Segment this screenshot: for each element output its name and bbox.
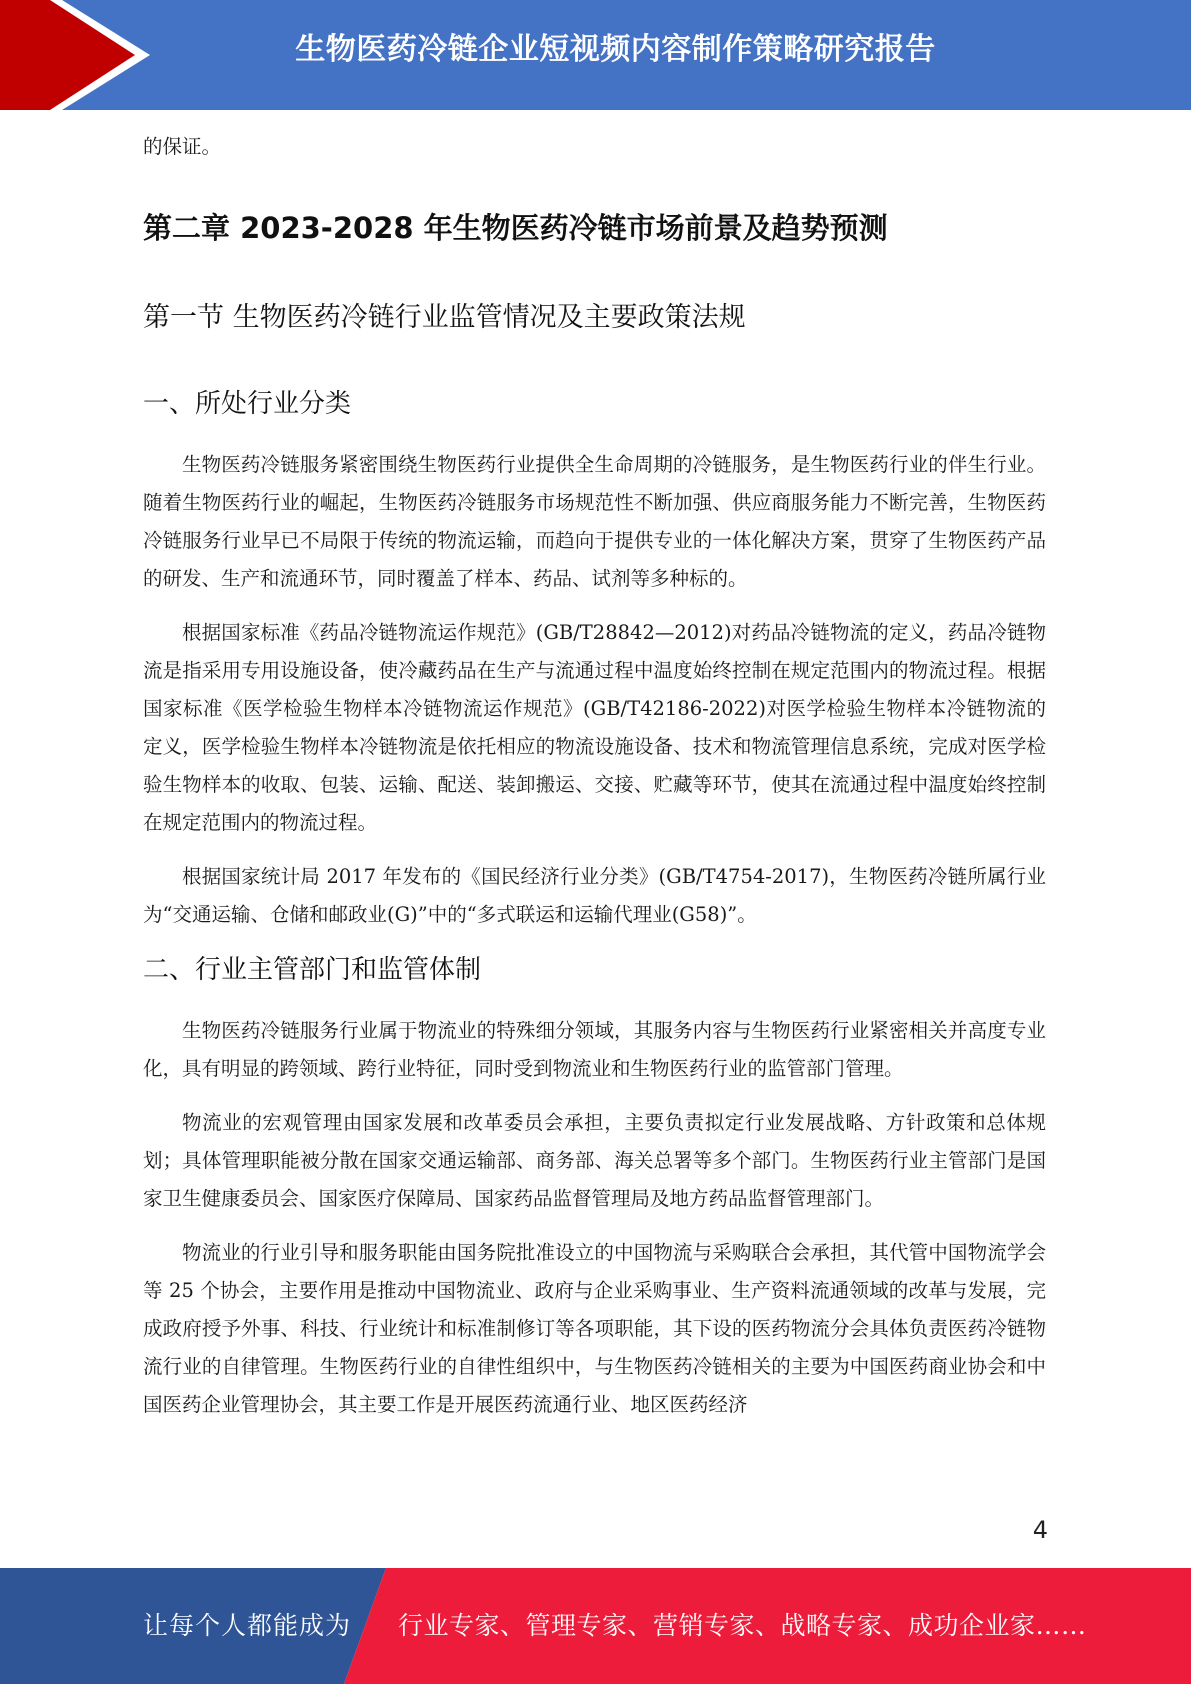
section-title: 第一节 生物医药冷链行业监管情况及主要政策法规 — [143, 302, 746, 333]
paragraph: 物流业的行业引导和服务职能由国务院批准设立的中国物流与采购联合会承担，其代管中国物流学会等 25 个协会，主要作用是推动中国物流业、政府与企业采购事业、生产资料流通领域的改革与发展，完成政府授予外事、科技、行业统计和标准制修订等各项职能，其下设的医药物流分会具体负责医药冷链物流行业的自律管理。生物医药行业的自律性组织中，与生物医药冷链相关的主要为中国医药商业协会和中国医药企业管理协会，其主要工作是开展医药流通行业、地区医药经济 — [143, 1241, 1046, 1416]
report-title: 生物医药冷链企业短视频内容制作策略研究报告 — [295, 32, 936, 67]
page-number: 4 — [1032, 1516, 1048, 1544]
chapter-title: 第二章 2023-2028 年生物医药冷链市场前景及趋势预测 — [143, 211, 888, 245]
subsection-title-1: 一、所处行业分类 — [143, 389, 352, 419]
subsection-title-2: 二、行业主管部门和监管体制 — [143, 955, 482, 985]
page-footer — [0, 1568, 1191, 1684]
paragraph: 根据国家统计局 2017 年发布的《国民经济行业分类》(GB/T4754-2017)，生物医药冷链所属行业为“交通运输、仓储和邮政业(G)”中的“多式联运和运输代理业(G58)”。 — [143, 865, 1046, 926]
paragraph: 根据国家标准《药品冷链物流运作规范》(GB/T28842—2012)对药品冷链物流的定义，药品冷链物流是指采用专用设施设备，使冷藏药品在生产与流通过程中温度始终控制在规定范围内的物流过程。根据国家标准《医学检验生物样本冷链物流运作规范》(GB/T42186-2022)对医学检验生物样本冷链物流的定义，医学检验生物样本冷链物流是依托相应的物流设施设备、技术和物流管理信息系统，完成对医学检验生物样本的收取、包装、运输、配送、装卸搬运、交接、贮藏等环节，使其在流通过程中温度始终控制在规定范围内的物流过程。 — [143, 621, 1046, 834]
footer-slogan-right: 行业专家、管理专家、营销专家、战略专家、成功企业家…… — [398, 1611, 1087, 1640]
page-content — [143, 128, 1046, 1440]
page-header — [0, 0, 1191, 110]
continued-text: 的保证。 — [143, 135, 222, 158]
paragraph: 生物医药冷链服务行业属于物流业的特殊细分领域，其服务内容与生物医药行业紧密相关并高度专业化，具有明显的跨领域、跨行业特征，同时受到物流业和生物医药行业的监管部门管理。 — [143, 1019, 1046, 1080]
paragraph: 生物医药冷链服务紧密围绕生物医药行业提供全生命周期的冷链服务，是生物医药行业的伴生行业。随着生物医药行业的崛起，生物医药冷链服务市场规范性不断加强、供应商服务能力不断完善，生物医药冷链服务行业早已不局限于传统的物流运输，而趋向于提供专业的一体化解决方案，贯穿了生物医药产品的研发、生产和流通环节，同时覆盖了样本、药品、试剂等多种标的。 — [143, 453, 1046, 590]
paragraph: 物流业的宏观管理由国家发展和改革委员会承担，主要负责拟定行业发展战略、方针政策和总体规划；具体管理职能被分散在国家交通运输部、商务部、海关总署等多个部门。生物医药行业主管部门是国家卫生健康委员会、国家医疗保障局、国家药品监督管理局及地方药品监督管理部门。 — [143, 1111, 1046, 1210]
footer-slogan-left: 让每个人都能成为 — [143, 1611, 352, 1640]
